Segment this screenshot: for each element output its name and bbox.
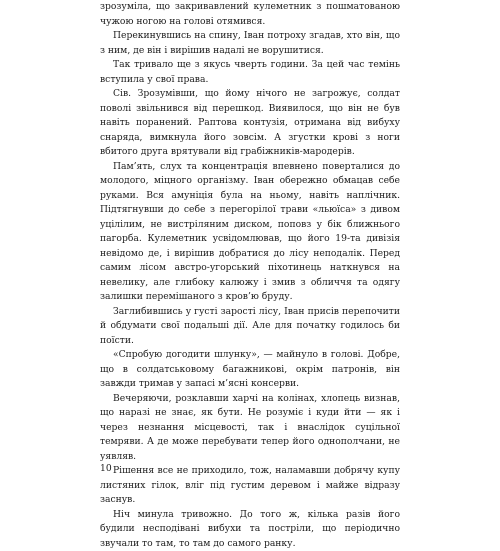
page-number: 10 (100, 463, 112, 475)
body-text (100, 0, 400, 551)
paragraph: Пам’ять, слух та концентрація впевнено поверталися до молодого, міцного організму. Іван обережно обмацав себе руками. Вся амуніція була на ньому, навіть наплічник. Підтягнувши до себе з перегорілої трави «льюїса» з дивом уцілілим, не вистріляним диском, поповз у бік ближнього пагорба. Кулеметник усвідомлював, що його 19-та дивізія невідомо де, і вирішив добратися до лісу неподалік. Перед самим лісом австро-угорський піхотинець наткнувся на невелику, але глибоку калюжу і змив з обличчя та одягу залишки перемішаного з кров’ю бруду. (100, 160, 400, 305)
paragraph: Перекинувшись на спину, Іван потроху згадав, хто він, що з ним, де він і вирішив надалі не ворушитися. (100, 29, 400, 58)
paragraph: «Спробую догодити шлунку», — майнуло в голові. Добре, що в солдатськовому багажникові, окрім патронів, він завжди тримав у запасі м’ясні консерви. (100, 348, 400, 392)
paragraph: Рішення все не приходило, тож, наламавши добрячу купу листяних гілок, вліг під густим деревом і майже відразу заснув. (100, 464, 400, 508)
paragraph: Сів. Зрозумівши, що йому нічого не загрожує, солдат поволі звільнився від перешкод. Виявилося, що він не був навіть поранений. Раптова контузія, отримана від вибуху снаряда, вимкнула його зовсім. А згустки крові з ноги вбитого друга врятували від грабіжників-мародерів. (100, 87, 400, 160)
paragraph: Заглибившись у густі зарості лісу, Іван присів перепочити й обдумати свої подальші дії. Але для початку годилось би поїсти. (100, 305, 400, 349)
paragraph: Так тривало ще з якусь чверть години. За цей час темінь вступила у свої права. (100, 58, 400, 87)
paragraph-continuation: зрозуміла, що закривавлений кулеметник з пошматованою чужою ногою на голові отямився. (100, 0, 400, 29)
paragraph: Вечеряючи, розклавши харчі на колінах, хлопець визнав, що наразі не знає, як бути. Не розуміє і куди йти — як і через незнання місцевості, так і внаслідок суцільної темряви. А де може перебувати тепер його однополчани, не уявляв. (100, 392, 400, 465)
paragraph: Ніч минула тривожно. До того ж, кілька разів його будили несподівані вибухи та постріли, що періодично звучали то там, то там до самого ранку. (100, 508, 400, 551)
